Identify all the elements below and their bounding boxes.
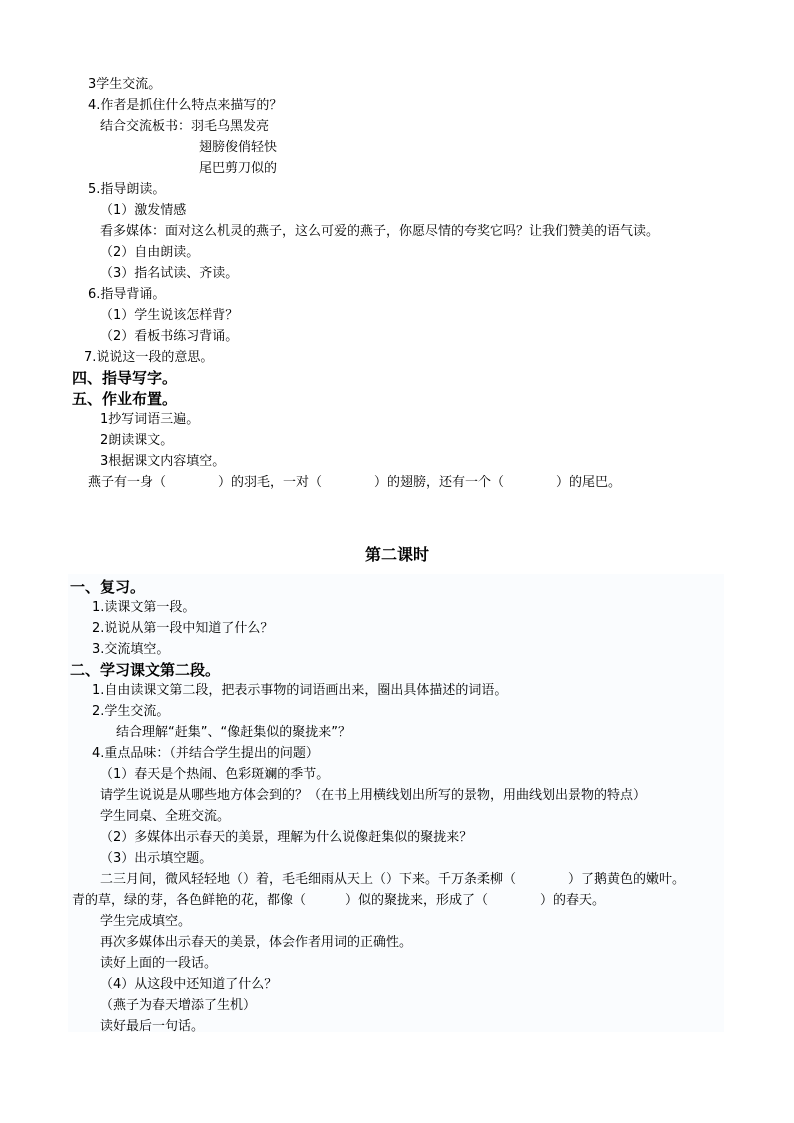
text-line: 青的草，绿的芽，各色鲜艳的花，都像（ ）似的聚拢来，形成了（ ）的春天。 <box>72 893 606 908</box>
text-line: 1.自由读课文第二段，把表示事物的词语画出来，圈出具体描述的词语。 <box>92 683 508 698</box>
text-line: 4.重点品味：（并结合学生提出的问题） <box>92 746 319 761</box>
text-line: （燕子为春天增添了生机） <box>100 998 257 1013</box>
text-line: 1.读课文第一段。 <box>92 600 196 615</box>
section-heading: 二、学习课文第二段。 <box>70 661 221 679</box>
text-line: 结合交流板书：羽毛乌黑发亮 <box>100 119 270 134</box>
text-line: 学生完成填空。 <box>100 914 192 929</box>
text-line: 5.指导朗读。 <box>88 182 166 197</box>
text-line: 读好上面的一段话。 <box>100 956 218 971</box>
text-line: （3）出示填空题。 <box>100 851 213 866</box>
text-line: 燕子有一身（ ）的羽毛，一对（ ）的翅膀，还有一个（ ）的尾巴。 <box>88 475 622 490</box>
text-line: （1）春天是个热闹、色彩斑斓的季节。 <box>100 767 330 782</box>
text-line: 看多媒体：面对这么机灵的燕子，这么可爱的燕子，你愿尽情的夸奖它吗？让我们赞美的语气读。 <box>100 224 660 239</box>
text-line: 二三月间，微风轻轻地（）着，毛毛细雨从天上（）下来。千万条柔柳（ ）了鹅黄色的嫩叶。 <box>100 872 686 887</box>
text-line: 6.指导背诵。 <box>88 287 166 302</box>
text-line: 请学生说说是从哪些地方体会到的？（在书上用横线划出所写的景物，用曲线划出景物的特点） <box>100 788 647 803</box>
text-line: 3根据课文内容填空。 <box>100 454 226 469</box>
text-line: 3.交流填空。 <box>92 642 170 657</box>
text-line: 3学生交流。 <box>88 77 162 92</box>
text-line: （2）多媒体出示春天的美景，理解为什么说像赶集似的聚拢来？ <box>100 830 473 845</box>
text-line: （4）从这段中还知道了什么？ <box>100 977 278 992</box>
section-heading: 四、指导写字。 <box>72 369 178 387</box>
page-title: 第二课时 <box>364 545 429 564</box>
text-line: 学生同桌、全班交流。 <box>100 809 231 824</box>
text-line: 再次多媒体出示春天的美景，体会作者用词的正确性。 <box>100 935 413 950</box>
text-line: 翅膀俊俏轻快 <box>199 140 278 155</box>
text-line: 4.作者是抓住什么特点来描写的？ <box>88 98 283 113</box>
text-line: （3）指名试读、齐读。 <box>100 266 239 281</box>
section-heading: 五、作业布置。 <box>72 390 178 408</box>
text-line: 2.学生交流。 <box>92 704 170 719</box>
text-line: 7.说说这一段的意思。 <box>84 350 214 365</box>
text-line: （2）自由朗读。 <box>100 245 200 260</box>
section-heading: 一、复习。 <box>70 578 146 596</box>
text-line: 尾巴剪刀似的 <box>199 161 278 176</box>
text-line: 读好最后一句话。 <box>100 1019 205 1034</box>
text-line: 1抄写词语三遍。 <box>100 412 200 427</box>
text-line: 结合理解“赶集”、“像赶集似的聚拢来”？ <box>116 725 351 740</box>
text-line: 2.说说从第一段中知道了什么？ <box>92 621 274 636</box>
text-line: （1）学生说该怎样背？ <box>100 308 239 323</box>
text-line: （1）激发情感 <box>100 203 187 218</box>
text-line: （2）看板书练习背诵。 <box>100 329 239 344</box>
text-line: 2朗读课文。 <box>100 433 174 448</box>
